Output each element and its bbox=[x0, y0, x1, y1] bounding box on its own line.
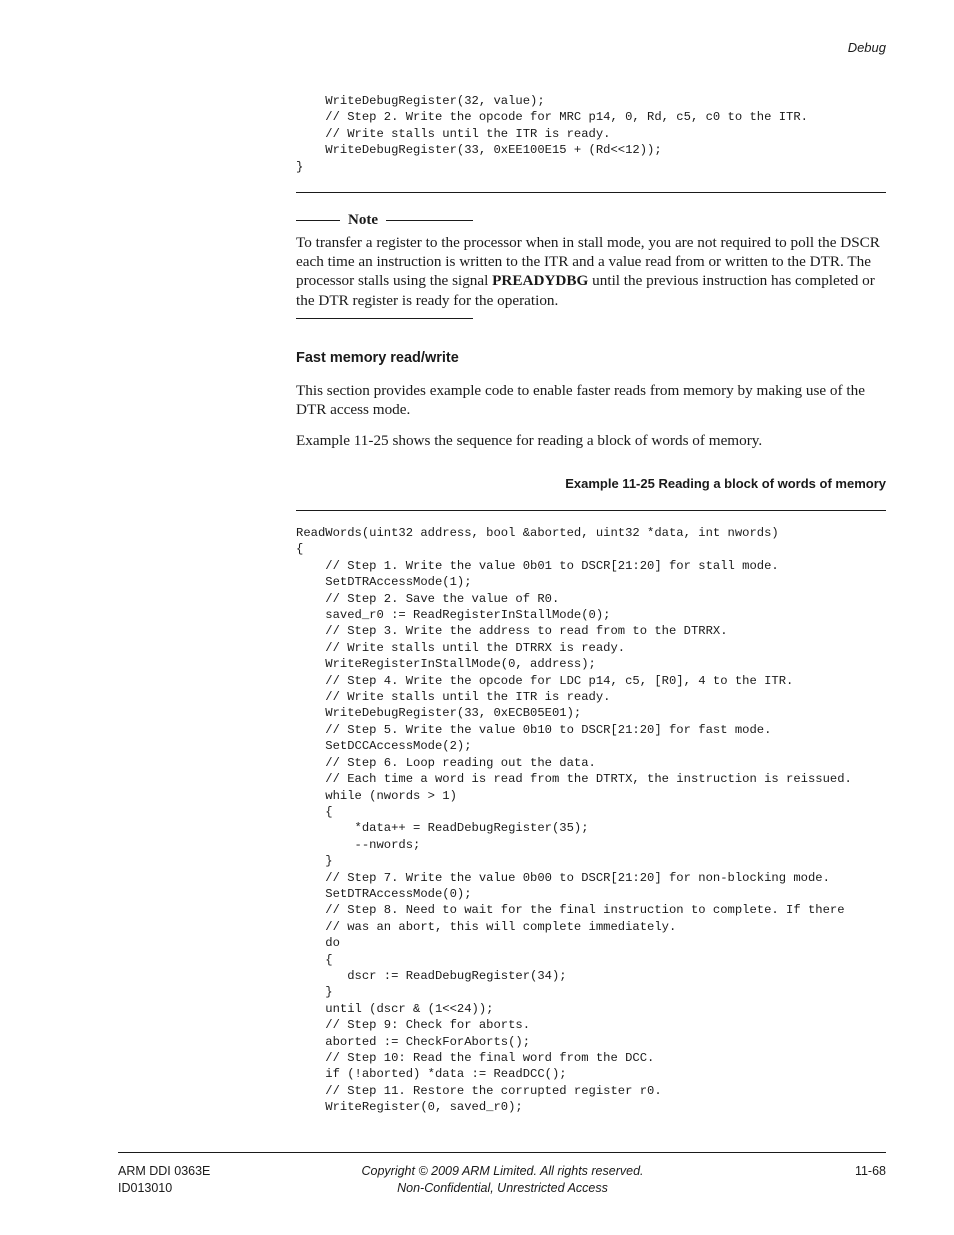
footer-copyright: Copyright © 2009 ARM Limited. All rights reserved. bbox=[361, 1164, 644, 1178]
footer-doc-id: ID013010 bbox=[118, 1181, 173, 1195]
note-heading bbox=[296, 212, 473, 229]
footer-doc-number: ARM DDI 0363E bbox=[118, 1164, 211, 1178]
section-title: Fast memory read/write bbox=[296, 350, 459, 366]
note-rule-left bbox=[296, 220, 340, 221]
note-text-before: To transfer a register to the processor when in stall mode, you are not required to poll the DSCR each time an instruction is written to the ITR and a value read from or written to the DTR. The processor stalls using the signal bbox=[296, 234, 880, 290]
code-block-continued: WriteDebugRegister(32, value); // Step 2. Write the opcode for MRC p14, 0, Rd, c5, c0 to the ITR. // Write stalls until the ITR is ready. WriteDebugRegister(33, 0xEE100E15 + (Rd<<12)); } bbox=[296, 94, 808, 174]
running-header-section: Debug bbox=[847, 40, 886, 55]
footer-page-number: 11-68 bbox=[854, 1164, 886, 1178]
footer-access: Non-Confidential, Unrestricted Access bbox=[397, 1181, 608, 1195]
example-caption: Example 11-25 Reading a block of words of memory bbox=[565, 476, 886, 491]
code-end-rule bbox=[296, 192, 886, 193]
note-text bbox=[296, 233, 888, 310]
footer-rule bbox=[118, 1152, 886, 1153]
section-intro-paragraph: This section provides example code to enable faster reads from memory by making use of the DTR access mode. bbox=[296, 382, 865, 419]
note-end-rule bbox=[296, 318, 473, 319]
note-text-after: until the previous instruction has completed or the DTR register is ready for the operation. bbox=[296, 272, 875, 309]
note-label: Note bbox=[348, 212, 378, 228]
example-top-rule bbox=[296, 510, 886, 511]
example-reference-paragraph: Example 11-25 shows the sequence for reading a block of words of memory. bbox=[296, 432, 763, 449]
note-signal-name: PREADYDBG bbox=[492, 272, 589, 290]
example-code-block: ReadWords(uint32 address, bool &aborted, uint32 *data, int nwords) { // Step 1. Write the value 0b01 to DSCR[21:20] for stall mode. SetDTRAccessMode(1); // Step 2. Save the value of R0. saved_r0 := ReadRegisterInStallMode(0); // Step 3. Write the address to read from to the DTRRX. // Write stalls until the DTRRX is ready. WriteRegisterInStallMode(0, address); // Step 4. Write the opcode for LDC p14, c5, [R0], 4 to the ITR. // Write stalls until the ITR is ready. WriteDebugRegister(33, 0xECB05E01); // Step 5. Write the value 0b10 to DSCR[21:20] for fast mode. SetDCCAccessMode(2); // Step 6. Loop reading out the data. // Each time a word is read from the DTRTX, the instruction is reissued. while (nwords > 1) { *data++ = ReadDebugRegister(35); --nwords; } // Step 7. Write the value 0b00 to DSCR[21:20] for non-blocking mode. SetDTRAccessMode(0); // Step 8. Need to wait for the final instruction to complete. If there // was an abort, this will complete immediately. do { dscr := ReadDebugRegister(34); } until (dscr & (1<<24)); // Step 9: Check for aborts. aborted := CheckForAborts(); // Step 10: Read the final word from the DCC. if (!aborted) *data := ReadDCC(); // Step 11. Restore the corrupted register r0. WriteRegister(0, saved_r0); bbox=[296, 526, 852, 1115]
note-rule-right bbox=[386, 220, 473, 221]
footer-legal bbox=[0, 1163, 954, 1197]
